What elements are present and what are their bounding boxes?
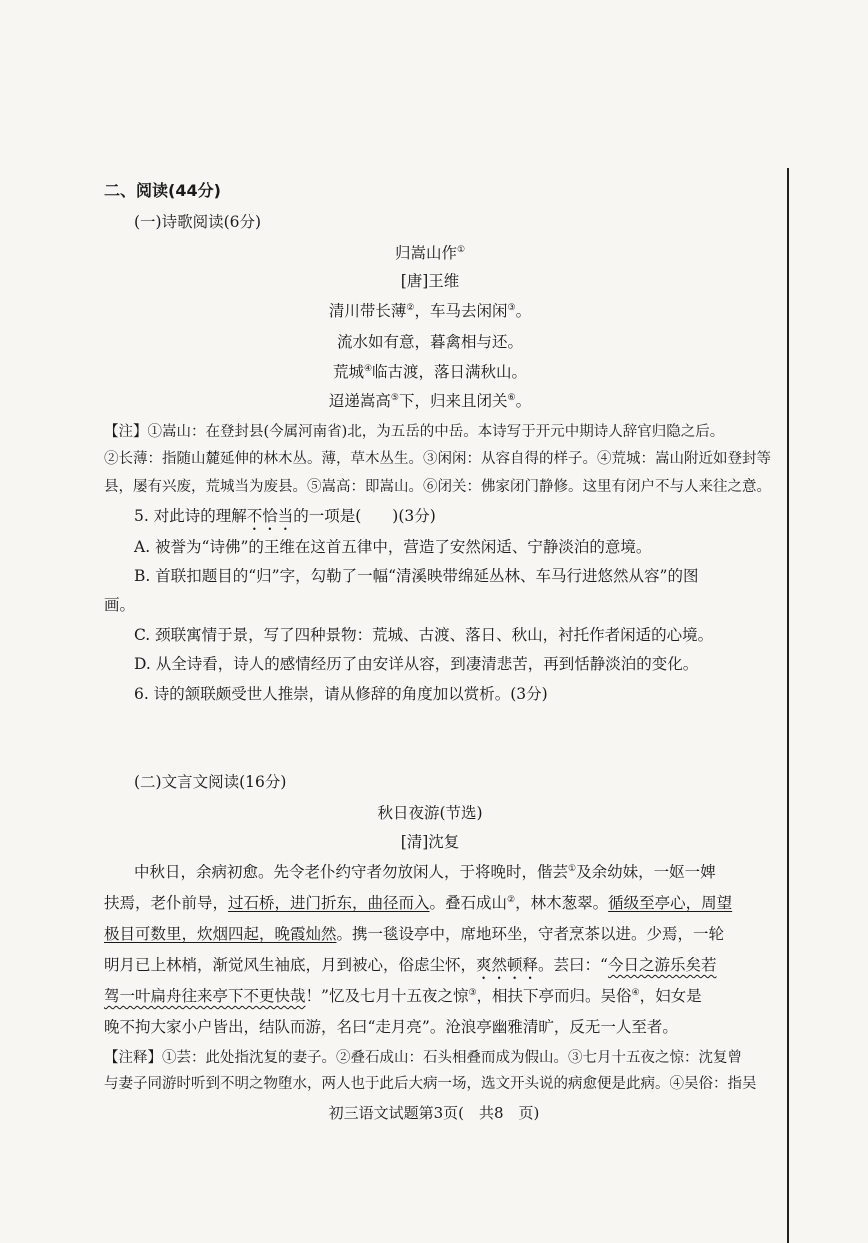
poem-line: 迢递嵩高⑤下，归来且闭关⑥。 [328, 392, 532, 410]
option-b: B. 首联扣题目的“归”字，勾勒了一幅“清溪映带绵延丛林、车马行进悠然从容”的图 [134, 567, 699, 585]
option-a: A. 被誉为“诗佛”的王维在这首五律中，营造了安然闲适、宁静淡泊的意境。 [134, 538, 652, 556]
page-footer: 初三语文试题第3页( 共8 页) [328, 1104, 540, 1122]
section-title: 二、阅读(44分) [104, 181, 221, 200]
poem-line: 荒城④临古渡，落日满秋山。 [332, 363, 528, 381]
passage-line: 极目可数里，炊烟四起，晚霞灿然。携一毯设亭中，席地环坐，守者烹茶以进。少焉，一轮 [104, 925, 725, 943]
poem-note-line: 【注】①嵩山：在登封县(今属河南省)北，为五岳的中岳。本诗写于开元中期诗人辞官归隐之后。 [104, 424, 725, 440]
underlined-sentence: 过石桥，进门折东，曲径而入 [228, 894, 430, 912]
underlined-sentence: 循级至亭心，周望 [608, 894, 733, 912]
passage-line: 扶焉，老仆前导，过石桥，进门折东，曲径而入。叠石成山②，林木葱翠。循级至亭心，周望 [104, 894, 733, 912]
underlined-sentence: 极目可数里，炊烟四起，晚霞灿然 [104, 925, 337, 943]
poem-note-line: 县，屡有兴废，荒城当为废县。⑤嵩高：即嵩山。⑥闭关：佛家闭门静修。这里有闭户不与人来往之意。 [104, 479, 771, 495]
passage-line: 晚不拘大家小户皆出，结队而游，名曰“走月亮”。沧浪亭幽雅清旷，反无一人至者。 [104, 1018, 678, 1036]
poem-title: 归嵩山作① [394, 244, 466, 262]
poem-line: 流水如有意，暮禽相与还。 [336, 333, 523, 351]
poem-line: 清川带长薄②，车马去闲闲③。 [328, 302, 532, 320]
question-5: 5. 对此诗的理解不恰当的一项是( )(3分) [134, 507, 436, 525]
option-b-cont: 画。 [104, 596, 136, 614]
passage-line: 明月已上林梢，渐觉风生袖底，月到被心，俗虑尘怀，爽然顿释。芸曰：“今日之游乐矣若 [104, 956, 717, 974]
passage-line: 中秋日，余病初愈。先令老仆约守者勿放闲人，于将晚时，偕芸①及余幼妹，一妪一婢 [134, 863, 716, 881]
option-c: C. 颈联寓情于景，写了四种景物：荒城、古渡、落日、秋山，衬托作者闲适的心境。 [134, 626, 714, 644]
emphasis-text: 不恰当 [246, 507, 294, 525]
question-6: 6. 诗的颔联颇受世人推崇，请从修辞的角度加以赏析。(3分) [134, 685, 548, 703]
classical-section-heading: (二)文言文阅读(16分) [134, 773, 287, 791]
footnote-marker: ① [456, 244, 466, 255]
passage-line: 驾一叶扁舟往来亭下不更快哉！”忆及七月十五夜之惊③，相扶下亭而归。吴俗④，妇女是 [104, 987, 702, 1005]
passage-author: [清]沈复 [400, 833, 460, 851]
option-d: D. 从全诗看，诗人的感情经历了由安详从容，到凄清悲苦，再到恬静淡泊的变化。 [134, 655, 699, 673]
wavy-underlined-sentence: 驾一叶扁舟往来亭下不更快哉 [104, 987, 306, 1005]
poem-section-heading: (一)诗歌阅读(6分) [134, 213, 262, 231]
passage-title: 秋日夜游(节选) [377, 804, 483, 822]
margin-divider-line [787, 168, 789, 1243]
poem-note-line: ②长薄：指随山麓延伸的林木丛。薄，草木丛生。③闲闲：从容自得的样子。④荒城：嵩山附近如登封等 [104, 451, 771, 467]
passage-note-line: 【注释】①芸：此处指沈复的妻子。②叠石成山：石头相叠而成为假山。③七月十五夜之惊：沈复曾 [104, 1050, 742, 1066]
dotted-phrase: 爽然顿释 [476, 956, 539, 974]
poem-author: [唐]王维 [400, 272, 460, 290]
passage-note-line: 与妻子同游时听到不明之物堕水，两人也于此后大病一场，选文开头说的病愈便是此病。④吴俗：指吴 [104, 1076, 757, 1092]
wavy-underlined-sentence: 今日之游乐矣若 [607, 956, 717, 974]
